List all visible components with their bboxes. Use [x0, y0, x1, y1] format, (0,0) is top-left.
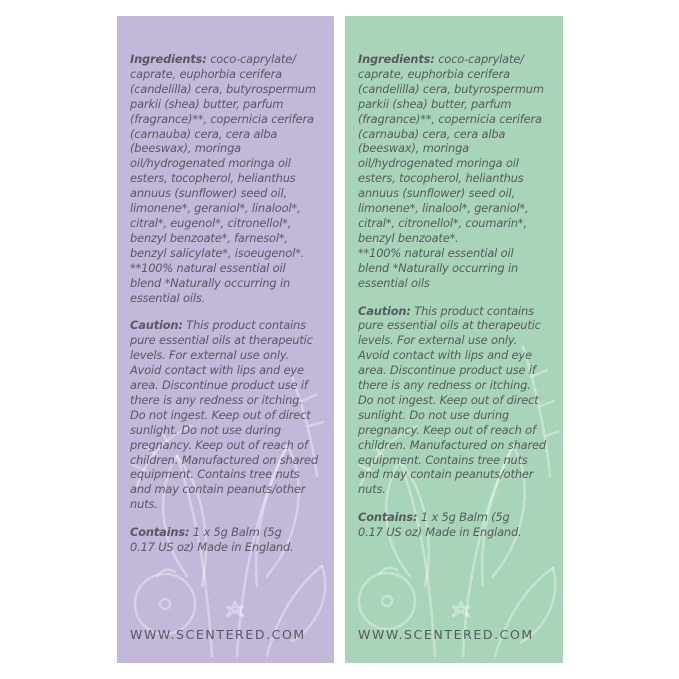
contains-section: Contains: 1 x 5g Balm (5g 0.17 US oz) Made in England. [130, 525, 294, 555]
caution-label: Caution: [358, 303, 411, 318]
caution-section: Caution: This product contains pure essential oils at therapeutic levels. For external use only. Avoid contact with lips and eye area. Discontinue product use if there is any redness or itching. Do not ingest. Keep out of direct sunlight. Do not use during pregnancy. Keep out of reach of children. Manufactured on shared equipment. Contains tree nuts and may contain peanuts/other nuts. [130, 318, 318, 512]
contains-label: Contains: [130, 525, 190, 540]
label-text [358, 52, 559, 553]
ingredients-section: Ingredients: coco-caprylate/ caprate, euphorbia cerifera (candelilla) cera, butyrospermum parkii (shea) butter, parfum (fragrance)**, copernicia cerifera (carnauba) cera, cera alba (beeswax), moringa oil/hydrogenated moringa oil esters, tocopherol, helianthus annuus (sunflower) seed oil, limonene*, geraniol*, linalool*, citral*, eugenol*, citronellol*, benzyl benzoate*, farnesol*, benzyl salicylate*, isoeugenol*. **100% natural essential oil blend *Naturally occurring in essential oils. [130, 52, 316, 305]
website-url: WWW.SCENTERED.COM [130, 627, 306, 642]
ingredients-label: Ingredients: [130, 52, 207, 66]
ingredients-label: Ingredients: [358, 52, 435, 66]
label-text [130, 52, 330, 568]
website-url: WWW.SCENTERED.COM [358, 627, 534, 642]
label-panel-lavender [117, 16, 334, 663]
label-panel-mint [345, 16, 563, 663]
caution-section: Caution: This product contains pure essential oils at therapeutic levels. For external use only. Avoid contact with lips and eye area. Discontinue product use if there is any redness or itching. Do not ingest. Keep out of direct sunlight. Do not use during pregnancy. Keep out of reach of children. Manufactured on shared equipment. Contains tree nuts and may contain peanuts/other nuts. [358, 303, 546, 497]
contains-label: Contains: [358, 510, 418, 525]
contains-section: Contains: 1 x 5g Balm (5g 0.17 US oz) Made in England. [358, 510, 522, 540]
caution-label: Caution: [130, 318, 183, 333]
ingredients-section: Ingredients: coco-caprylate/ caprate, euphorbia cerifera (candelilla) cera, butyrospermum parkii (shea) butter, parfum (fragrance)**, copernicia cerifera (carnauba) cera, cera alba (beeswax), moringa oil/hydrogenated moringa oil esters, tocopherol, helianthus annuus (sunflower) seed oil, limonene*, linalool*, geraniol*, citral*, citronellol*, coumarin*, benzyl benzoate*. **100% natural essential oil blend *Naturally occurring in essential oils [358, 52, 544, 290]
